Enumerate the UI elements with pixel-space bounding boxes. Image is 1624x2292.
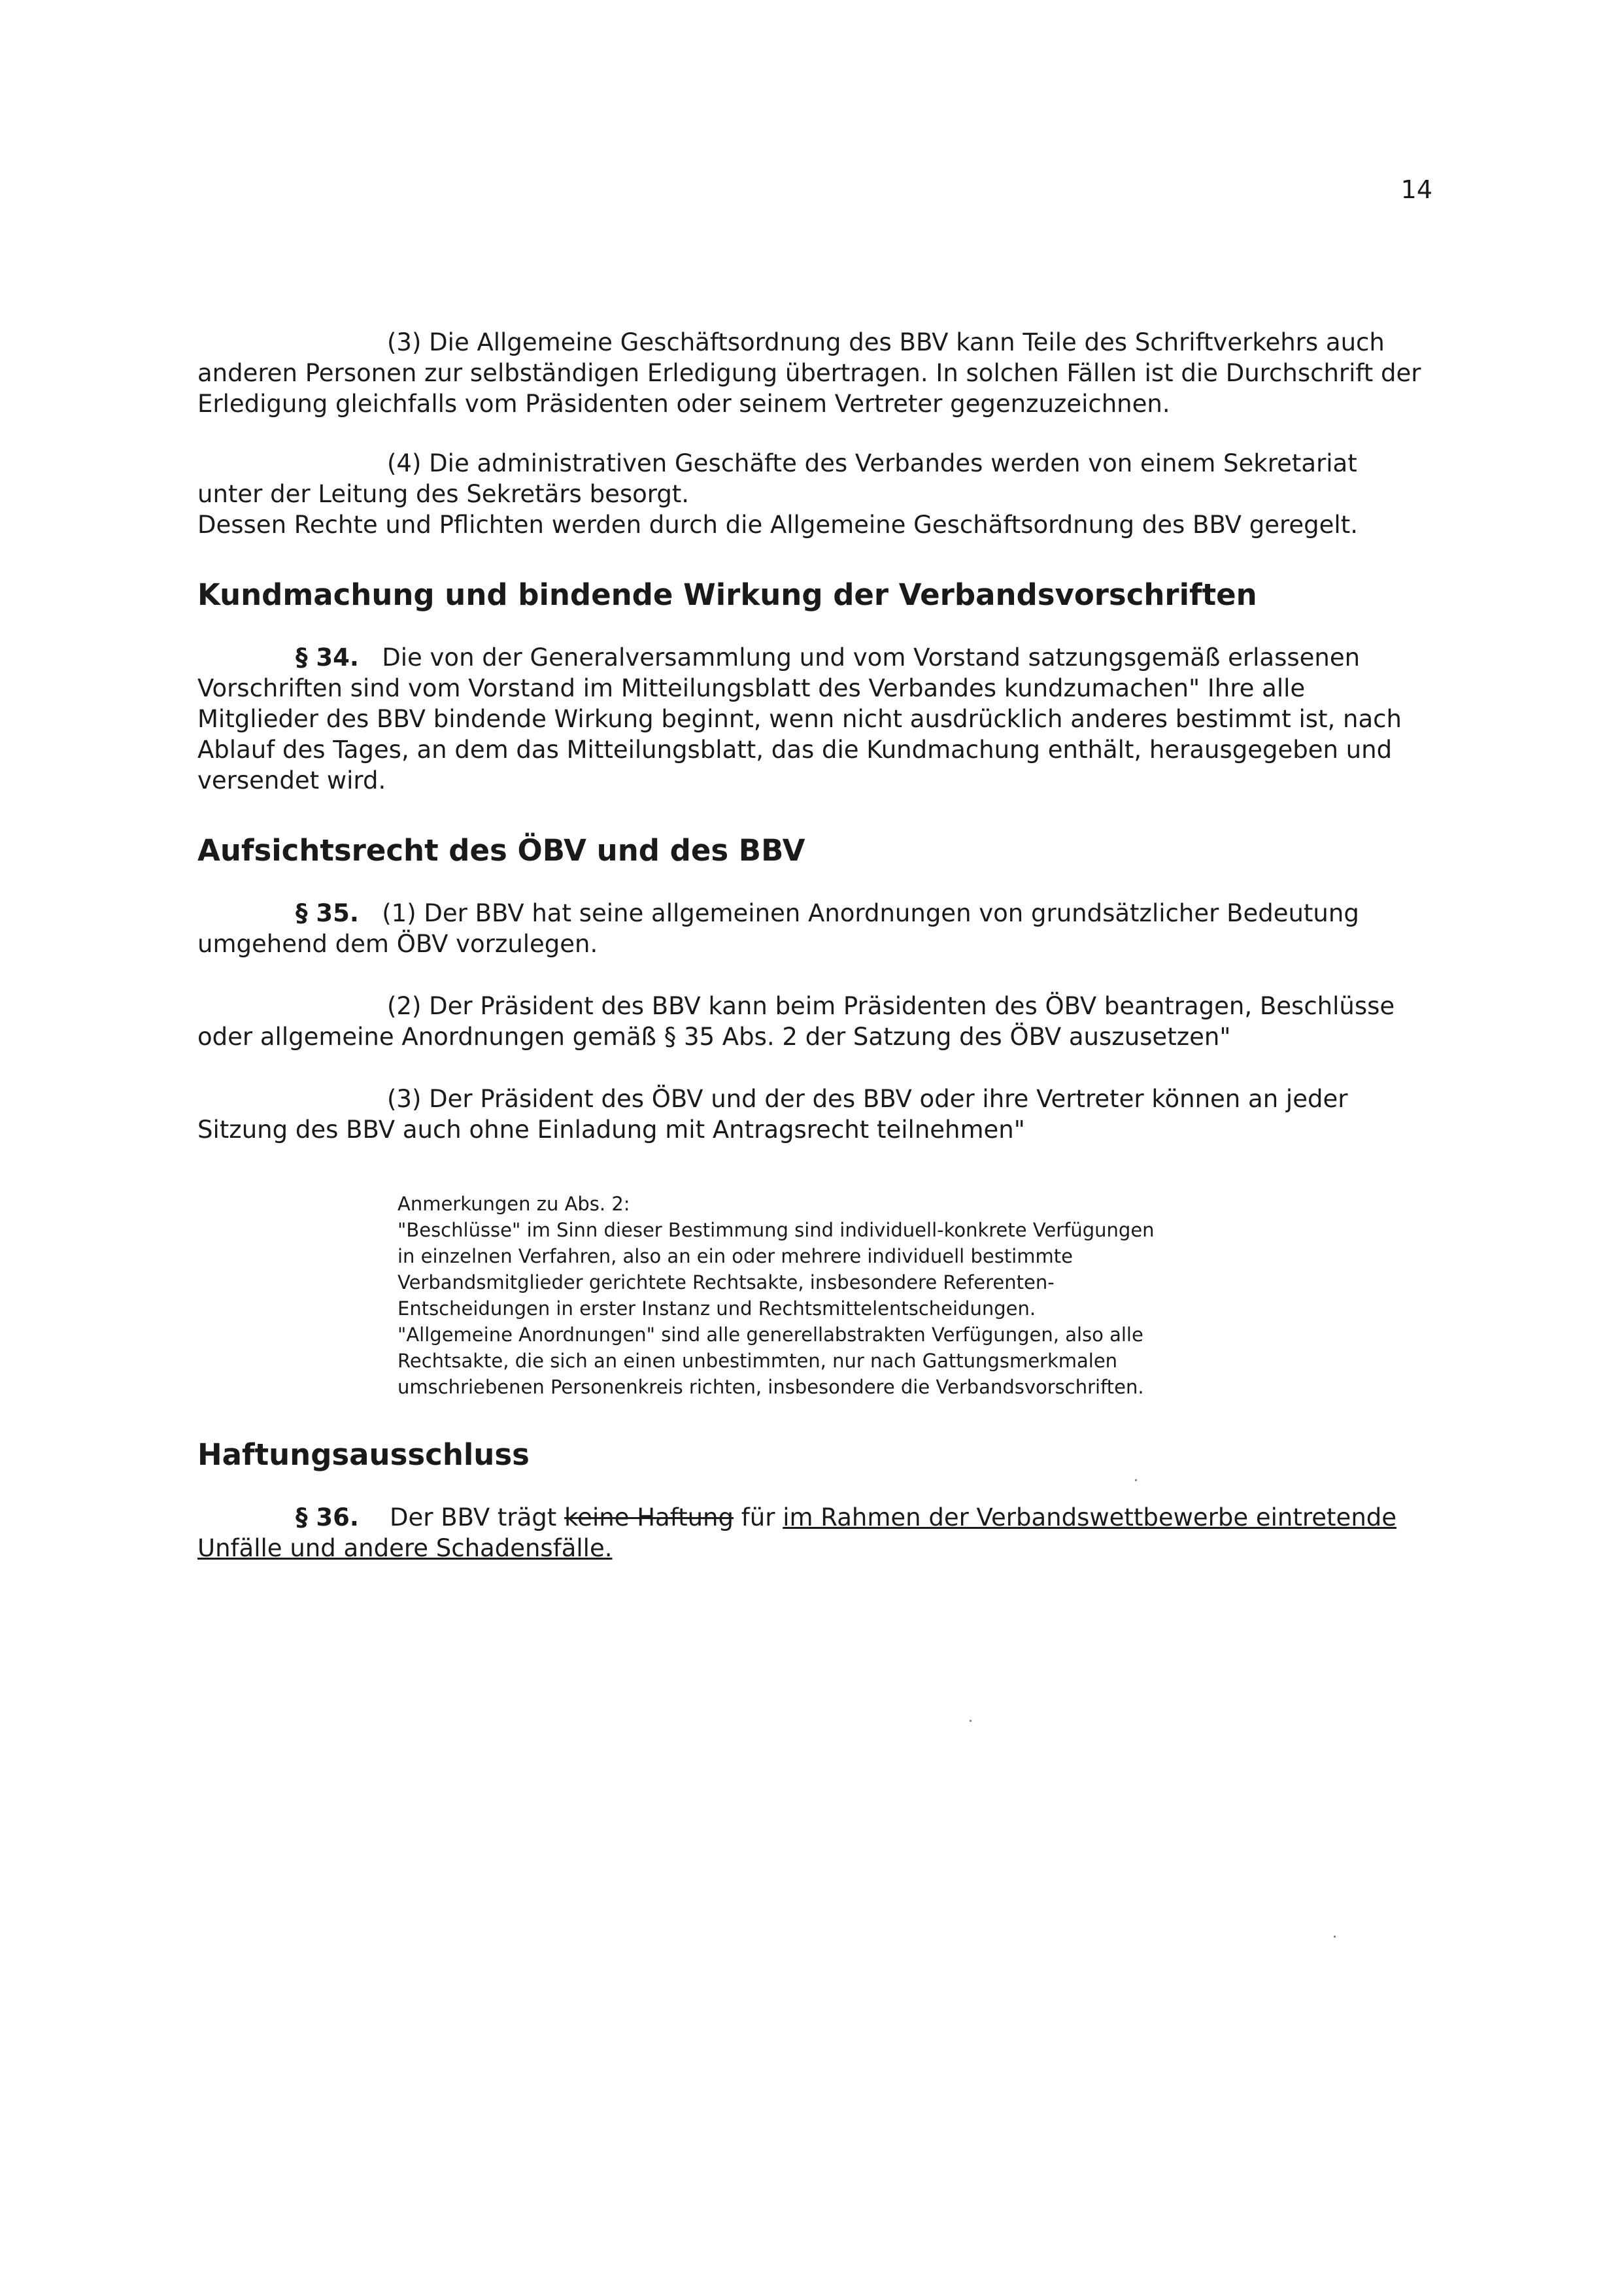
s33-paragraph-4-continued: Dessen Rechte und Pflichten werden durch die Allgemeine Geschäftsordnung des BBV geregelt. [197,511,1358,539]
s35-p1-text: (1) Der BBV hat seine allgemeinen Anordnungen von grundsätzlicher Bedeutung umgehend dem ÖBV vorzulegen. [197,899,1359,958]
s36-word-3: für [741,1503,775,1531]
s36-word-4: im Rahmen der Verbandswettbewerbe eintretende Unfälle und andere Schadensfälle. [197,1503,1397,1562]
s35-paragraph-1 [197,898,1427,959]
s34-paragraph [197,642,1427,796]
s34-number: § 34. [296,643,359,672]
heading-haftungsausschluss: Haftungsausschluss [197,1437,530,1472]
s36-paragraph [197,1502,1427,1564]
s35-paragraph-2: (2) Der Präsident des BBV kann beim Präsidenten des ÖBV beantragen, Beschlüsse oder allgemeine Anordnungen gemäß § 35 Abs. 2 der Satzung des ÖBV auszusetzen" [197,992,1395,1051]
annotation-title: Anmerkungen zu Abs. 2: [398,1193,630,1215]
s33-paragraph-4: (4) Die administrativen Geschäfte des Verbandes werden von einem Sekretariat unter der Leitung des Sekretärs besorgt. [197,449,1357,508]
document-body [197,327,1427,1564]
heading-kundmachung: Kundmachung und bindende Wirkung der Verbandsvorschriften [197,577,1257,612]
s34-text: Die von der Generalversammlung und vom Vorstand satzungsgemäß erlassenen Vorschriften sind vom Vorstand im Mitteilungsblatt des Verbandes kundzumachen" Ihre alle Mitglieder des BBV bindende Wirkung beginnt, wenn nicht ausdrücklich anderes bestimmt ist, nach Ablauf des Tages, an dem das Mitteilungsblatt, das die Kundmachung enthält, herausgegeben und versendet wird. [197,643,1402,795]
annotation-paragraph-1: "Beschlüsse" im Sinn dieser Bestimmung sind individuell-konkrete Verfügungen in einzelnen Verfahren, also an ein oder mehrere individuell bestimmte Verbandsmitglieder gerichtete Rechtsakte, insbesondere Referenten-Entscheidungen in erster Instanz und Rechtsmittelentscheidungen. [398,1219,1155,1320]
annotation-paragraph-2: "Allgemeine Anordnungen" sind alle generellabstrakten Verfügungen, also alle Rechtsakte, die sich an einen unbestimmten, nur nach Gattungsmerkmalen umschriebenen Personenkreis richten, insbesondere die Verbandsvorschriften. [398,1324,1144,1398]
scan-speck [1135,1479,1137,1481]
annotation-block [398,1191,1156,1400]
page-number: 14 [1400,175,1432,204]
s35-paragraph-3: (3) Der Präsident des ÖBV und der des BBV oder ihre Vertreter können an jeder Sitzung des BBV auch ohne Einladung mit Antragsrecht teilnehmen" [197,1085,1348,1144]
scan-speck [1334,1936,1336,1938]
s35-number: § 35. [296,899,359,927]
s36-word-2: keine Haftung [564,1503,734,1531]
s33-paragraph-3: (3) Die Allgemeine Geschäftsordnung des BBV kann Teile des Schriftverkehrs auch anderen Personen zur selbständigen Erledigung übertragen. In solchen Fällen ist die Durchschrift der Erledigung gleichfalls vom Präsidenten oder seinem Vertreter gegenzuzeichnen. [197,328,1421,418]
s36-word-1: Der BBV trägt [389,1503,557,1531]
s36-number: § 36. [296,1503,359,1531]
heading-aufsichtsrecht: Aufsichtsrecht des ÖBV und des BBV [197,833,805,868]
scan-speck [970,1720,972,1722]
